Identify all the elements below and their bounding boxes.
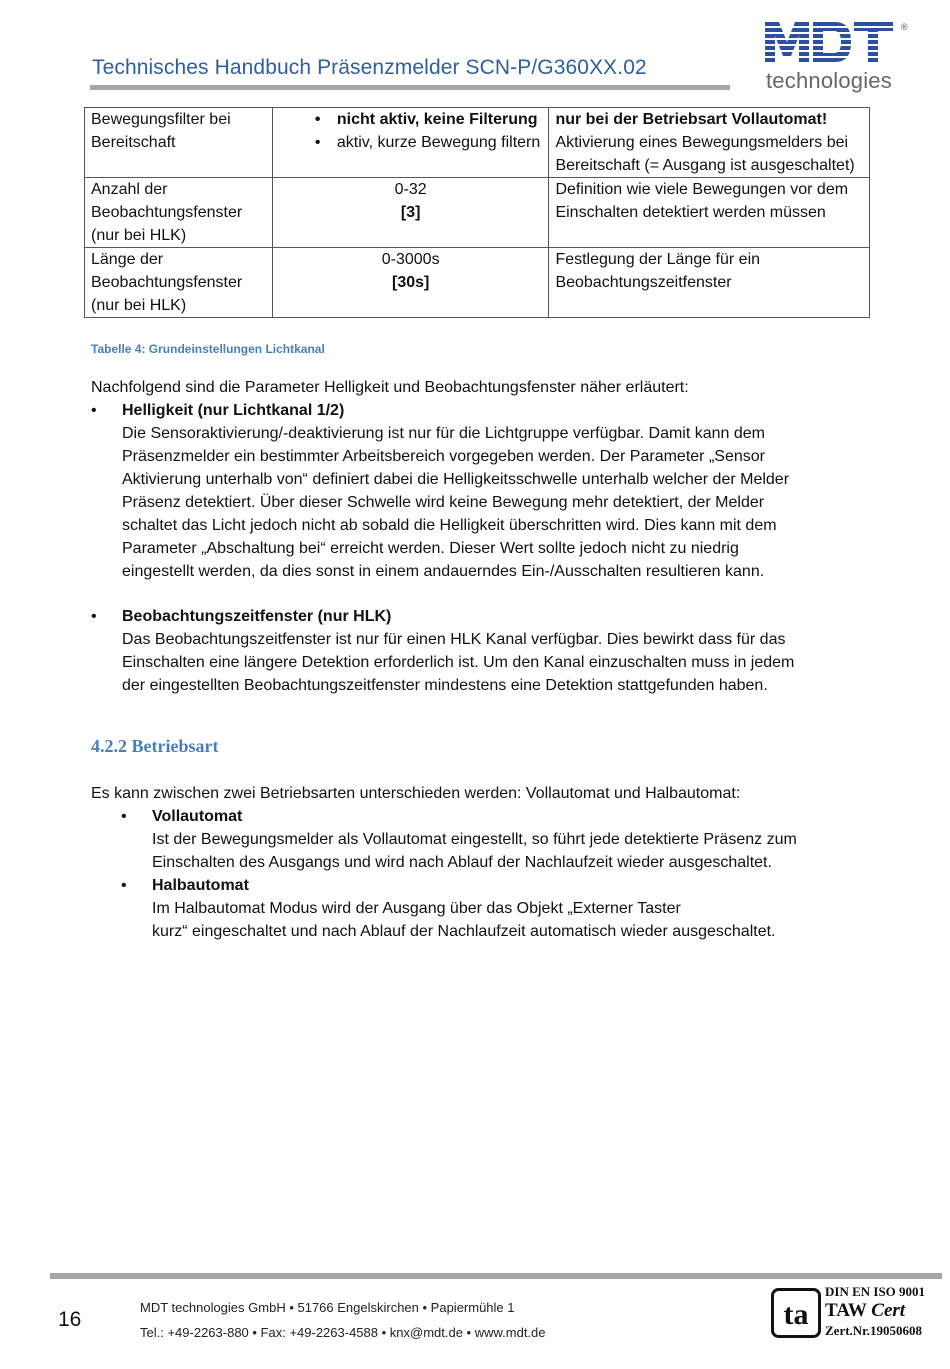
bullet-icon: • [121, 808, 127, 825]
logo-registered-mark: ® [901, 22, 908, 32]
section-intro: Es kann zwischen zwei Betriebsarten unterschieden werden: Vollautomat und Halbautomat: [91, 785, 741, 802]
bullet-beobachtungszeitfenster [91, 605, 891, 697]
param-desc-note: nur bei der Betriebsart Vollautomat! [555, 111, 828, 128]
param-options-cell [272, 108, 549, 178]
param-desc-cell: Definition wie viele Bewegungen vor dem Einschalten detektiert werden müssen [549, 178, 870, 248]
bullet-line: Einschalten eine längere Detektion erforderlich ist. Um den Kanal einzuschalten muss in jedem [122, 654, 795, 671]
taw-cert-logo-text: ta [783, 1298, 809, 1331]
logo-subtext: technologies [766, 68, 892, 93]
param-name-cell: Bewegungsfilter bei Bereitschaft [85, 108, 273, 178]
bullet-line: Aktivierung unterhalb von“ definiert dabei die Helligkeitsschwelle unterhalb welcher der Melder [122, 471, 790, 488]
cert-name [825, 1300, 925, 1322]
bullet-title: Halbautomat [152, 877, 249, 894]
intro-paragraph: Nachfolgend sind die Parameter Helligkeit und Beobachtungsfenster näher erläutert: [91, 379, 689, 396]
param-options-cell [272, 248, 549, 318]
taw-cert-logo-icon [771, 1288, 821, 1338]
cert-standard: DIN EN ISO 9001 [825, 1284, 926, 1299]
bullet-line: Einschalten des Ausgangs und wird nach Ablauf der Nachlaufzeit wieder ausgeschaltet. [152, 854, 772, 871]
iso-certification-badge [771, 1284, 936, 1344]
cert-name-cert: Cert [871, 1300, 906, 1321]
mdt-logo-letters [765, 22, 893, 66]
param-range: 0-32 [394, 181, 427, 198]
cert-number: Zert.Nr.19050608 [825, 1323, 923, 1338]
document-title: Technisches Handbuch Präsenzmelder SCN-P/G360XX.02 [92, 56, 647, 79]
bullet-title: Helligkeit (nur Lichtkanal 1/2) [122, 402, 345, 419]
bullet-line: Das Beobachtungszeitfenster ist nur für einen HLK Kanal verfügbar. Dies bewirkt dass für das [122, 631, 786, 648]
bullet-title: Vollautomat [152, 808, 243, 825]
bullet-halbautomat [121, 874, 921, 943]
bullet-icon: • [91, 608, 97, 625]
param-desc-cell: Festlegung der Länge für ein Beobachtungszeitfenster [549, 248, 870, 318]
page-number: 16 [58, 1308, 82, 1331]
bullet-line: Die Sensoraktivierung/-deaktivierung ist nur für die Lichtgruppe verfügbar. Damit kann dem [122, 425, 765, 442]
bullet-line: Präsenz detektiert. Über dieser Schwelle wird keine Bewegung mehr detektiert, der Melder [122, 494, 765, 511]
footer-contact: Tel.: +49-2263-880 • Fax: +49-2263-4588 • knx@mdt.de • www.mdt.de [140, 1325, 546, 1340]
footer-address: MDT technologies GmbH • 51766 Engelskirchen • Papiermühle 1 [140, 1300, 515, 1315]
bullet-line: Parameter „Abschaltung bei“ erreicht werden. Dieser Wert sollte jedoch nicht zu niedrig [122, 540, 739, 557]
bullet-vollautomat [121, 805, 921, 874]
bullet-title: Beobachtungszeitfenster (nur HLK) [122, 608, 392, 625]
options-list [279, 108, 543, 154]
param-default: [3] [400, 204, 421, 221]
bullet-icon: • [91, 402, 97, 419]
table-caption: Tabelle 4: Grundeinstellungen Lichtkanal [91, 342, 325, 356]
param-default: [30s] [391, 274, 430, 291]
param-name-cell: Länge der Beobachtungsfenster (nur bei HLK) [85, 248, 273, 318]
bullet-line: kurz“ eingeschaltet und nach Ablauf der Nachlaufzeit automatisch wieder ausgeschaltet. [152, 923, 776, 940]
param-options-cell [272, 178, 549, 248]
parameter-table [84, 107, 870, 318]
bullet-line: Präsenzmelder ein bestimmter Arbeitsbereich vorgegeben werden. Der Parameter „Sensor [122, 448, 765, 465]
header-rule [90, 85, 730, 90]
bullet-helligkeit [91, 399, 891, 583]
param-range: 0-3000s [381, 251, 440, 268]
table-row [85, 178, 870, 248]
cert-name-taw: TAW [825, 1300, 867, 1321]
bullet-line: Im Halbautomat Modus wird der Ausgang über das Objekt „Externer Taster [152, 900, 681, 917]
bullet-line: schaltet das Licht jedoch nicht ab sobald die Helligkeit überschritten wird. Dies kann mit dem [122, 517, 777, 534]
section-heading: 4.2.2 Betriebsart [91, 736, 219, 756]
bullet-line: der eingestellten Beobachtungszeitfenster mindestens eine Detektion stattgefunden haben. [122, 677, 768, 694]
table-row [85, 248, 870, 318]
option-item: • aktiv, kurze Bewegung filtern [279, 131, 543, 154]
param-name-cell: Anzahl der Beobachtungsfenster (nur bei HLK) [85, 178, 273, 248]
option-item: • nicht aktiv, keine Filterung [279, 108, 543, 131]
bullet-icon: • [121, 877, 127, 894]
param-desc-cell [549, 108, 870, 178]
bullet-line: eingestellt werden, da dies sonst in einem andauerndes Ein-/Ausschalten resultieren kann. [122, 563, 765, 580]
bullet-line: Ist der Bewegungsmelder als Vollautomat eingestellt, so führt jede detektierte Präsenz zum [152, 831, 797, 848]
param-desc: Aktivierung eines Bewegungsmelders bei Bereitschaft (= Ausgang ist ausgeschaltet) [555, 134, 855, 174]
table-row [85, 108, 870, 178]
footer-rule [50, 1273, 942, 1279]
